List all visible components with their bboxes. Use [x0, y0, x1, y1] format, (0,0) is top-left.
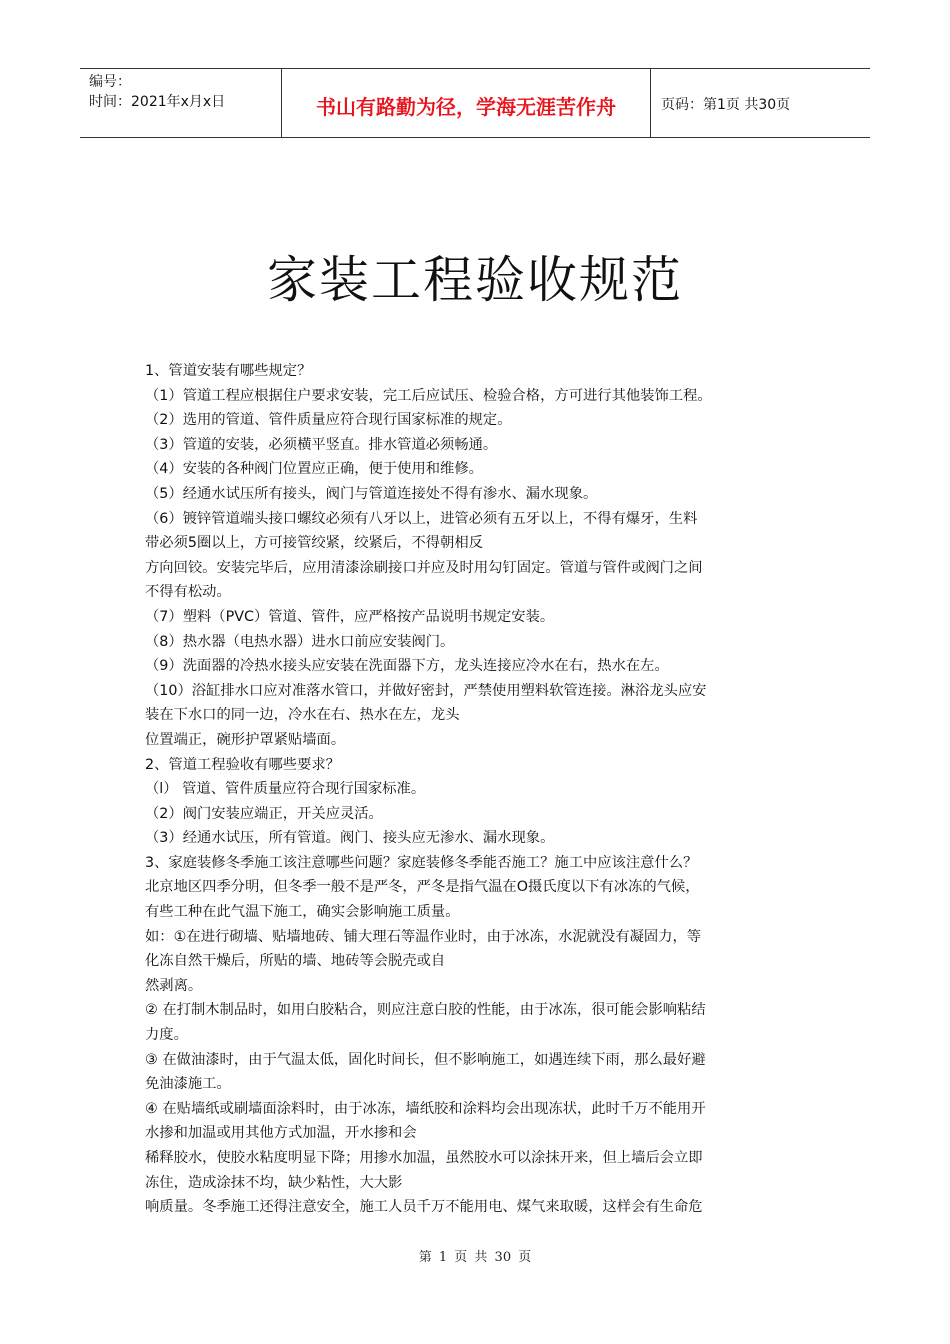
- document-title: 家装工程验收规范: [267, 251, 683, 309]
- body-line: （2）选用的管道、管件质量应符合现行国家标准的规定。: [145, 412, 512, 429]
- body-line: （9）洗面器的冷热水接头应安装在洗面器下方，龙头连接应冷水在右，热水在左。: [145, 658, 669, 675]
- body-line: 装在下水口的同一边，冷水在右、热水在左，龙头: [145, 707, 460, 724]
- document-number-label: 编号：: [89, 74, 131, 90]
- body-line: 方向回铰。安装完毕后，应用清漆涂刷接口并应及时用勾钉固定。管道与管件或阀门之间: [145, 559, 703, 576]
- body-line: ② 在打制木制品时，如用白胶粘合，则应注意白胶的性能，由于冰冻，很可能会影响粘结: [145, 1002, 706, 1019]
- body-line: （6）镀锌管道端头接口螺纹必须有八牙以上，进管必须有五牙以上，不得有爆牙，生料: [145, 510, 698, 527]
- body-line: 北京地区四季分明，但冬季一般不是严冬，严冬是指气温在O摄氏度以下有冰冻的气候，: [145, 879, 700, 896]
- body-line: （3）经通水试压，所有管道。阀门、接头应无渗水、漏水现象。: [145, 830, 555, 847]
- body-line: 位置端正，碗形护罩紧贴墙面。: [145, 731, 346, 748]
- body-line: （8）热水器（电热水器）进水口前应安装阀门。: [145, 633, 455, 650]
- body-line: 化冻自然干燥后，所贴的墙、地砖等会脱壳或自: [145, 953, 446, 970]
- body-line: （1）管道工程应根据住户要求安装，完工后应试压、检验合格，方可进行其他装饰工程。: [145, 387, 712, 404]
- body-line: 冻住，造成涂抹不均，缺少粘性，大大影: [145, 1174, 403, 1191]
- body-line: （10）浴缸排水口应对准落水管口，并做好密封，严禁使用塑料软管连接。淋浴龙头应安: [145, 682, 707, 699]
- header-motto: 书山有路勤为径，学海无涯苦作舟: [282, 69, 651, 137]
- header-table: [80, 68, 870, 138]
- header-page-info: 页码：第1页 共30页: [661, 97, 791, 113]
- body-line: （5）经通水试压所有接头，阀门与管道连接处不得有渗水、漏水现象。: [145, 485, 598, 502]
- body-line: 带必须5圈以上，方可接管绞紧，绞紧后，不得朝相反: [145, 535, 483, 552]
- body-line: 不得有松动。: [145, 584, 231, 601]
- body-line: 1、管道安装有哪些规定？: [145, 363, 312, 379]
- body-line: （7）塑料（PVC）管道、管件，应严格按产品说明书规定安装。: [145, 608, 555, 625]
- body-line: 稀释胶水，使胶水粘度明显下降；用掺水加温，虽然胶水可以涂抹开来，但上墙后会立即: [145, 1150, 703, 1166]
- page-footer: 第 1 页 共 30 页: [418, 1250, 532, 1265]
- body-line: ③ 在做油漆时，由于气温太低，固化时间长，但不影响施工，如遇连续下雨，那么最好避: [145, 1051, 706, 1068]
- body-line: （l） 管道、管件质量应符合现行国家标准。: [145, 781, 426, 798]
- body-line: 力度。: [145, 1027, 188, 1044]
- body-line: 然剥离。: [145, 977, 203, 994]
- body-line: 如：①在进行砌墙、贴墙地砖、铺大理石等温作业时，由于冰冻，水泥就没有凝固力，等: [145, 928, 702, 945]
- body-line: （2）阀门安装应端正，开关应灵活。: [145, 805, 383, 822]
- body-line: 响质量。冬季施工还得注意安全，施工人员千万不能用电、煤气来取暖，这样会有生命危: [145, 1199, 703, 1216]
- body-line: 2、管道工程验收有哪些要求？: [145, 756, 340, 773]
- body-line: 有些工种在此气温下施工，确实会影响施工质量。: [145, 904, 460, 921]
- body-line: 水掺和加温或用其他方式加温，开水掺和会: [145, 1125, 417, 1142]
- body-line: ④ 在贴墙纸或刷墙面涂料时，由于冰冻，墙纸胶和涂料均会出现冻状，此时千万不能用开: [145, 1100, 706, 1117]
- body-line: （3）管道的安装，必须横平竖直。排水管道必须畅通。: [145, 436, 498, 453]
- document-date-label: 时间：2021年x月x日: [89, 94, 226, 110]
- body-line: 3、家庭装修冬季施工该注意哪些问题？家庭装修冬季能否施工？施工中应该注意什么？: [145, 854, 698, 871]
- body-line: （4）安装的各种阀门位置应正确，便于使用和维修。: [145, 461, 483, 478]
- header-meta-cell: [80, 69, 282, 137]
- document-body: [145, 359, 810, 1220]
- body-line: 免油漆施工。: [145, 1076, 231, 1093]
